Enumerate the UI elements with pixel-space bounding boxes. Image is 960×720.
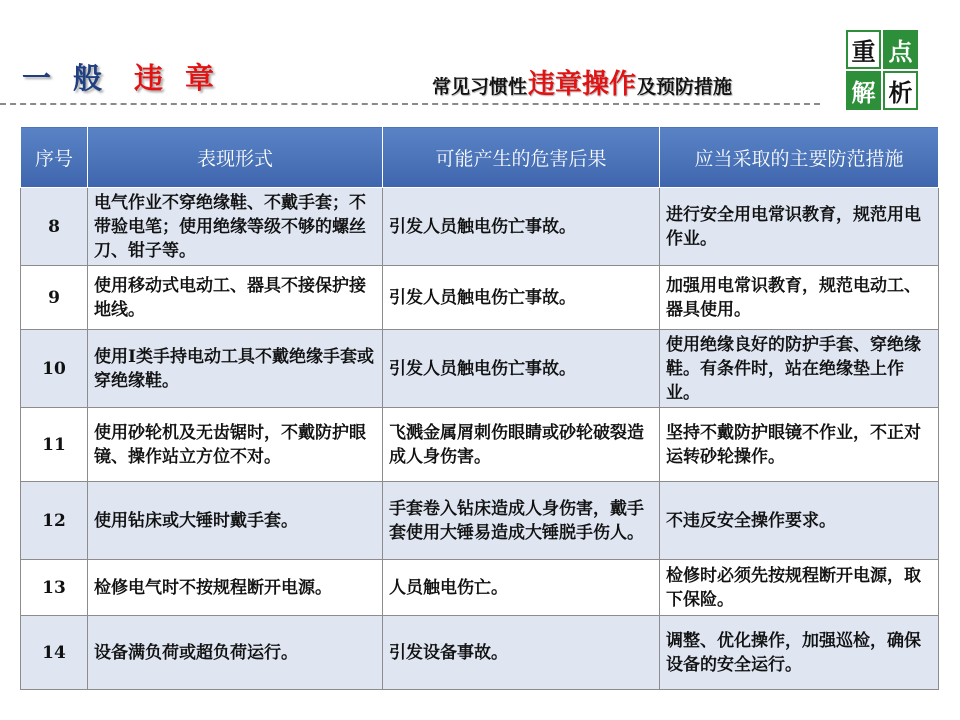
row-number: 10 [21,330,88,408]
harm-cell: 引发设备事故。 [383,616,660,690]
subtitle-suffix: 及预防措施 [637,76,733,98]
subtitle-prefix: 常见习惯性 [432,76,528,98]
row-number: 11 [21,408,88,482]
table-row [21,266,939,330]
badge-char: 重 [846,30,881,69]
row-number: 8 [21,188,88,266]
section-title [22,54,216,98]
page-subtitle [432,62,732,98]
row-number: 14 [21,616,88,690]
measure-cell: 调整、优化操作，加强巡检，确保设备的安全运行。 [660,616,939,690]
harm-cell: 引发人员触电伤亡事故。 [383,188,660,266]
table-row [21,560,939,616]
section-title-char: 般 [73,60,105,95]
badge-char: 点 [883,30,918,69]
subtitle-highlight: 违章操作 [528,69,637,100]
column-header: 应当采取的主要防范措施 [660,127,939,188]
key-analysis-badge [846,30,918,107]
section-title-char: 章 [185,60,217,95]
measure-cell: 使用绝缘良好的防护手套、穿绝缘鞋。有条件时，站在绝缘垫上作业。 [660,330,939,408]
harm-cell: 手套卷入钻床造成人身伤害，戴手套使用大锤易造成大锤脱手伤人。 [383,482,660,560]
behavior-cell: 使用砂轮机及无齿锯时，不戴防护眼镜、操作站立方位不对。 [88,408,383,482]
badge-char: 析 [883,71,918,110]
header-divider [0,103,820,105]
row-number: 13 [21,560,88,616]
measure-cell: 不违反安全操作要求。 [660,482,939,560]
column-header: 序号 [21,127,88,188]
harm-cell: 人员触电伤亡。 [383,560,660,616]
violations-table [20,126,939,690]
table-row [21,408,939,482]
column-header: 表现形式 [88,127,383,188]
section-title-char: 违 [134,60,166,95]
row-number: 9 [21,266,88,330]
harm-cell: 引发人员触电伤亡事故。 [383,266,660,330]
table-row [21,482,939,560]
table-row [21,188,939,266]
measure-cell: 加强用电常识教育，规范电动工、器具使用。 [660,266,939,330]
harm-cell: 引发人员触电伤亡事故。 [383,330,660,408]
badge-char: 解 [846,71,881,110]
behavior-cell: 使用钻床或大锤时戴手套。 [88,482,383,560]
behavior-cell: 检修电气时不按规程断开电源。 [88,560,383,616]
behavior-cell: 电气作业不穿绝缘鞋、不戴手套；不带验电笔；使用绝缘等级不够的螺丝刀、钳子等。 [88,188,383,266]
behavior-cell: 使用I类手持电动工具不戴绝缘手套或穿绝缘鞋。 [88,330,383,408]
measure-cell: 坚持不戴防护眼镜不作业，不正对运转砂轮操作。 [660,408,939,482]
section-title-char: 一 [22,60,54,95]
harm-cell: 飞溅金属屑刺伤眼睛或砂轮破裂造成人身伤害。 [383,408,660,482]
table-row [21,616,939,690]
row-number: 12 [21,482,88,560]
measure-cell: 检修时必须先按规程断开电源，取下保险。 [660,560,939,616]
table-header-row [21,127,939,188]
table-row [21,330,939,408]
column-header: 可能产生的危害后果 [383,127,660,188]
behavior-cell: 设备满负荷或超负荷运行。 [88,616,383,690]
measure-cell: 进行安全用电常识教育，规范用电作业。 [660,188,939,266]
behavior-cell: 使用移动式电动工、器具不接保护接地线。 [88,266,383,330]
